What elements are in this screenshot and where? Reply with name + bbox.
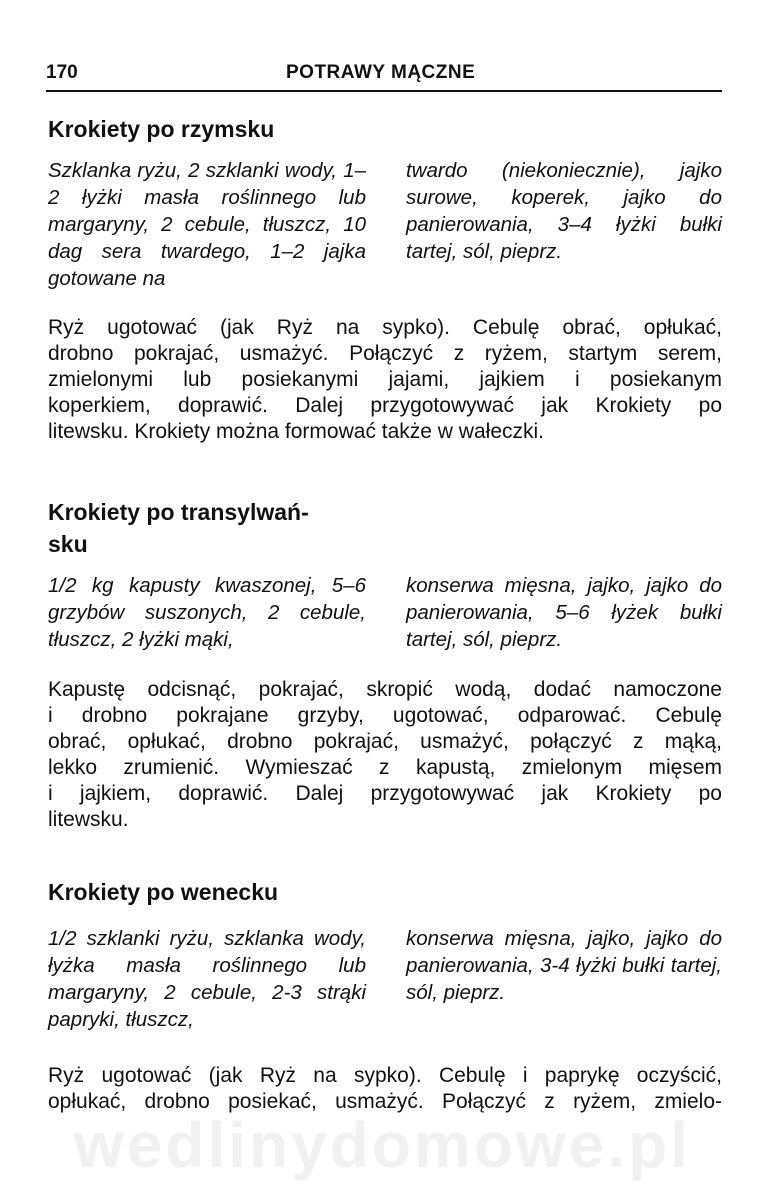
instruction-line: i jajkiem, doprawić. Dalej przygotowywać jak Krokiety po bbox=[48, 782, 722, 805]
instruction-line: obrać, opłukać, drobno pokrajać, usmażyć, połączyć z mąką, bbox=[48, 730, 722, 753]
instruction-line: koperkiem, doprawić. Dalej przygotowywać jak Krokiety po bbox=[48, 394, 722, 417]
instruction-line: litewsku. bbox=[48, 808, 129, 831]
instruction-line: drobno pokrajać, usmażyć. Połączyć z ryżem, startym serem, bbox=[48, 342, 722, 365]
recipe-title-continued: sku bbox=[48, 531, 88, 557]
ingredients-left: Szklanka ryżu, 2 szklanki wody, 1–2 łyżki masła roślinnego lub margaryny, 2 cebule, tłuszcz, 10 dag sera twardego, 1–2 jajka gotowane na bbox=[48, 159, 366, 290]
instruction-line: opłukać, drobno posiekać, usmażyć. Połączyć z ryżem, zmielo- bbox=[48, 1090, 722, 1113]
ingredients-left: 1/2 kg kapusty kwaszonej, 5–6 grzybów suszonych, 2 cebule, tłuszcz, 2 łyżki mąki, bbox=[48, 574, 366, 651]
instruction-line: i drobno pokrajane grzyby, ugotować, odparować. Cebulę bbox=[48, 704, 722, 727]
recipe-title: Krokiety po transylwań- bbox=[48, 499, 309, 525]
instruction-line: Ryż ugotować (jak Ryż na sypko). Cebulę obrać, opłukać, bbox=[48, 316, 722, 339]
ingredients-left: 1/2 szklanki ryżu, szklanka wody, łyżka masła roślinnego lub margaryny, 2 cebule, 2-3 strąki papryki, tłuszcz, bbox=[48, 927, 366, 1031]
recipe-title: Krokiety po rzymsku bbox=[48, 116, 275, 142]
instruction-line: zmielonymi lub posiekanymi jajami, jajkiem i posiekanym bbox=[48, 368, 722, 391]
instruction-line: litewsku. Krokiety można formować także w wałeczki. bbox=[48, 420, 544, 443]
page-number: 170 bbox=[46, 62, 78, 83]
page-header bbox=[46, 62, 722, 92]
chapter-title: POTRAWY MĄCZNE bbox=[286, 62, 476, 83]
instruction-line: Ryż ugotować (jak Ryż na sypko). Cebulę i paprykę oczyścić, bbox=[48, 1064, 722, 1087]
instruction-line: lekko zrumienić. Wymieszać z kapustą, zmielonym mięsem bbox=[48, 756, 722, 779]
ingredients-right: twardo (niekoniecznie), jajko surowe, koperek, jajko do panierowania, 3–4 łyżki bułki tartej, sól, pieprz. bbox=[406, 159, 722, 263]
recipe-title: Krokiety po wenecku bbox=[48, 879, 279, 905]
watermark: wedlinydomowe.pl bbox=[74, 1109, 691, 1181]
ingredients-right: konserwa mięsna, jajko, jajko do panierowania, 3-4 łyżki bułki tartej, sól, pieprz. bbox=[406, 927, 722, 1004]
ingredients-right: konserwa mięsna, jajko, jajko do panierowania, 5–6 łyżek bułki tartej, sól, pieprz. bbox=[406, 574, 722, 651]
instruction-line: Kapustę odcisnąć, pokrajać, skropić wodą, dodać namoczone bbox=[48, 678, 722, 701]
